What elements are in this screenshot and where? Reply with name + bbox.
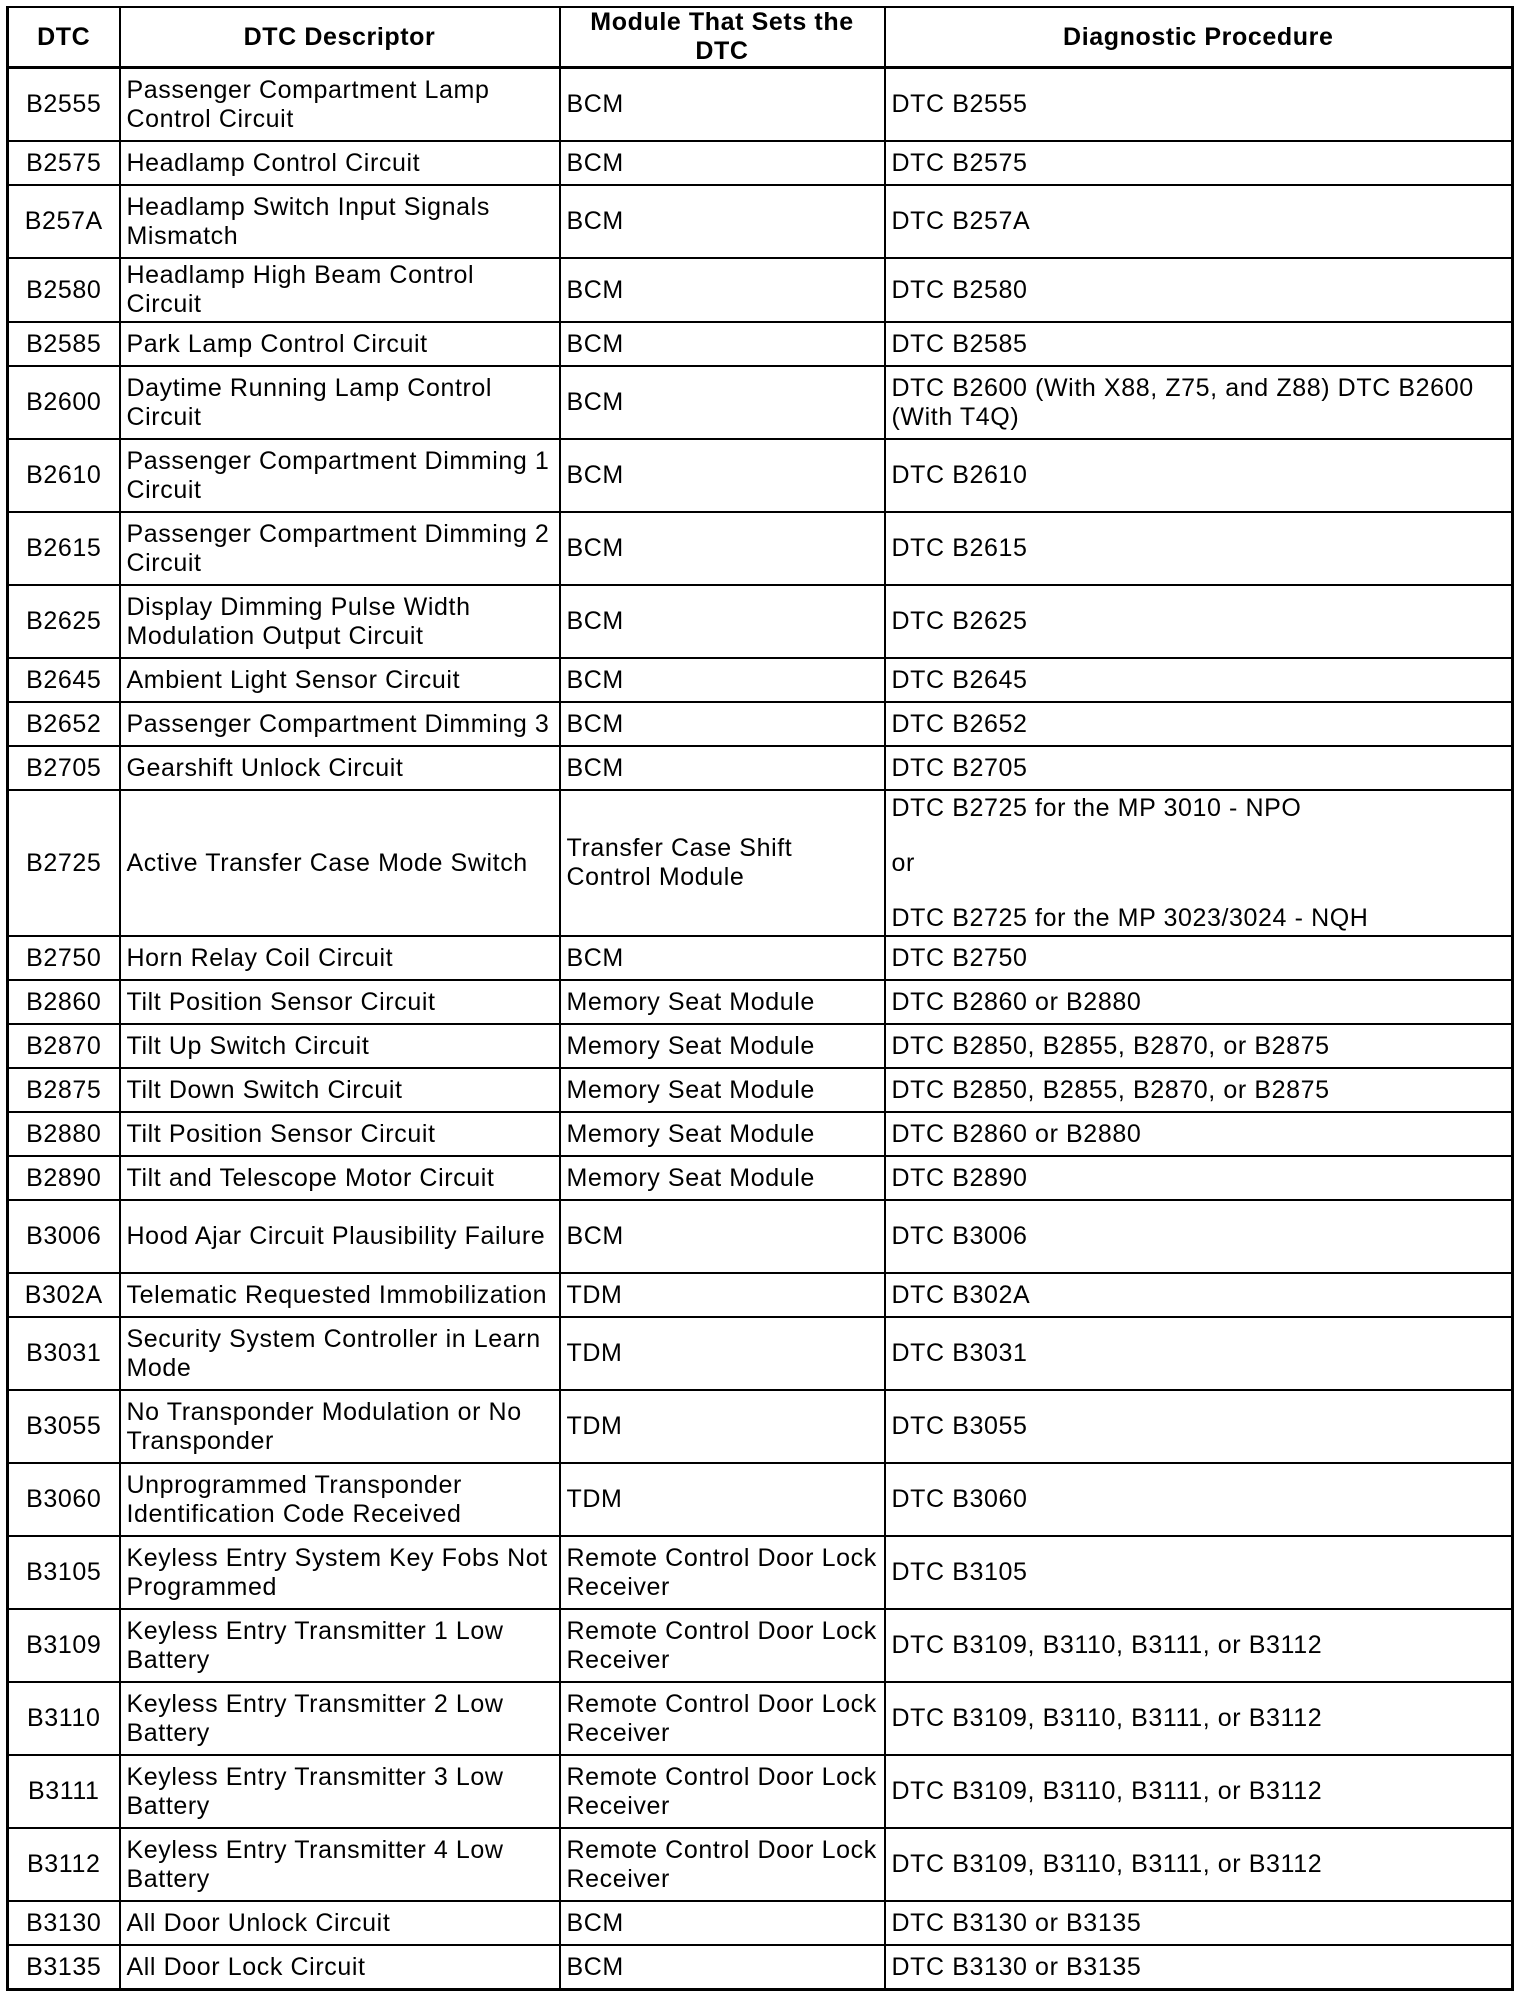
table-row: [8, 1317, 1513, 1390]
dtc-cell: B302A: [8, 1273, 120, 1317]
table-row: [8, 790, 1513, 936]
table-row: [8, 68, 1513, 142]
descriptor-cell: No Transponder Modulation or No Transponder: [120, 1390, 560, 1463]
descriptor-cell: Unprogrammed Transponder Identification Code Received: [120, 1463, 560, 1536]
procedure-cell: [885, 1390, 1513, 1463]
descriptor-cell: Display Dimming Pulse Width Modulation Output Circuit: [120, 585, 560, 658]
procedure-line: DTC B2615: [891, 534, 1028, 562]
descriptor-cell: Daytime Running Lamp Control Circuit: [120, 366, 560, 439]
dtc-cell: B2575: [8, 141, 120, 185]
procedure-cell: [885, 980, 1513, 1024]
procedure-cell: [885, 746, 1513, 790]
dtc-cell: B2880: [8, 1112, 120, 1156]
module-cell: Memory Seat Module: [560, 1024, 885, 1068]
module-cell: BCM: [560, 322, 885, 366]
module-cell: BCM: [560, 658, 885, 702]
table-row: [8, 141, 1513, 185]
procedure-cell: [885, 322, 1513, 366]
dtc-cell: B2750: [8, 936, 120, 980]
dtc-cell: B2652: [8, 702, 120, 746]
table-row: [8, 1068, 1513, 1112]
dtc-cell: B3055: [8, 1390, 120, 1463]
table-row: [8, 1156, 1513, 1200]
descriptor-cell: Headlamp Switch Input Signals Mismatch: [120, 185, 560, 258]
module-cell: Transfer Case Shift Control Module: [560, 790, 885, 936]
procedure-line: DTC B3109, B3110, B3111, or B3112: [891, 1631, 1323, 1659]
descriptor-cell: Ambient Light Sensor Circuit: [120, 658, 560, 702]
dtc-cell: B257A: [8, 185, 120, 258]
procedure-cell: [885, 185, 1513, 258]
table-row: [8, 1200, 1513, 1273]
table-row: [8, 1901, 1513, 1945]
dtc-cell: B2870: [8, 1024, 120, 1068]
module-cell: BCM: [560, 1945, 885, 1990]
descriptor-cell: Passenger Compartment Dimming 3: [120, 702, 560, 746]
procedure-line: DTC B2860 or B2880: [891, 987, 1142, 1016]
descriptor-cell: Keyless Entry Transmitter 1 Low Battery: [120, 1609, 560, 1682]
procedure-cell: [885, 1112, 1513, 1156]
dtc-cell: B2600: [8, 366, 120, 439]
descriptor-cell: Tilt Down Switch Circuit: [120, 1068, 560, 1112]
procedure-line: DTC B3130 or B3135: [891, 1908, 1142, 1937]
procedure-cell: [885, 1609, 1513, 1682]
module-cell: TDM: [560, 1390, 885, 1463]
descriptor-cell: Keyless Entry System Key Fobs Not Programmed: [120, 1536, 560, 1609]
module-cell: TDM: [560, 1463, 885, 1536]
dtc-cell: B2555: [8, 68, 120, 142]
procedure-cell: [885, 141, 1513, 185]
procedure-line: or: [891, 848, 915, 877]
procedure-line: DTC B2645: [891, 665, 1028, 694]
procedure-line: DTC B257A: [891, 207, 1031, 235]
table-row: [8, 1390, 1513, 1463]
descriptor-cell: Keyless Entry Transmitter 2 Low Battery: [120, 1682, 560, 1755]
procedure-line: DTC B2850, B2855, B2870, or B2875: [891, 1031, 1330, 1060]
module-cell: BCM: [560, 366, 885, 439]
table-row: [8, 936, 1513, 980]
procedure-line: DTC B2580: [891, 275, 1028, 304]
module-cell: Remote Control Door Lock Receiver: [560, 1755, 885, 1828]
descriptor-cell: Tilt Up Switch Circuit: [120, 1024, 560, 1068]
module-cell: TDM: [560, 1317, 885, 1390]
procedure-cell: [885, 1901, 1513, 1945]
procedure-line: DTC B2860 or B2880: [891, 1119, 1142, 1148]
procedure-cell: [885, 1463, 1513, 1536]
procedure-cell: [885, 1317, 1513, 1390]
descriptor-cell: All Door Lock Circuit: [120, 1945, 560, 1990]
dtc-cell: B3060: [8, 1463, 120, 1536]
procedure-cell: [885, 1755, 1513, 1828]
dtc-cell: B2705: [8, 746, 120, 790]
descriptor-cell: All Door Unlock Circuit: [120, 1901, 560, 1945]
procedure-line: DTC B3109, B3110, B3111, or B3112: [891, 1704, 1323, 1732]
procedure-line: DTC B2850, B2855, B2870, or B2875: [891, 1075, 1330, 1104]
module-cell: BCM: [560, 585, 885, 658]
descriptor-cell: Headlamp Control Circuit: [120, 141, 560, 185]
procedure-cell: [885, 702, 1513, 746]
module-cell: BCM: [560, 185, 885, 258]
procedure-line: DTC B2585: [891, 329, 1028, 358]
procedure-cell: [885, 585, 1513, 658]
module-cell: Remote Control Door Lock Receiver: [560, 1828, 885, 1901]
module-cell: BCM: [560, 702, 885, 746]
dtc-cell: B3031: [8, 1317, 120, 1390]
descriptor-cell: Tilt Position Sensor Circuit: [120, 1112, 560, 1156]
procedure-cell: [885, 658, 1513, 702]
dtc-cell: B2890: [8, 1156, 120, 1200]
table-row: [8, 1828, 1513, 1901]
table-row: [8, 185, 1513, 258]
procedure-cell: [885, 1536, 1513, 1609]
dtc-cell: B2860: [8, 980, 120, 1024]
table-row: [8, 1273, 1513, 1317]
procedure-line: DTC B2600 (With X88, Z75, and Z88) DTC B2600 (With T4Q): [891, 373, 1474, 431]
table-row: [8, 322, 1513, 366]
module-cell: BCM: [560, 512, 885, 585]
dtc-cell: B3135: [8, 1945, 120, 1990]
header-dtc: DTC: [8, 7, 120, 68]
procedure-line: DTC B3055: [891, 1412, 1028, 1440]
table-row: [8, 439, 1513, 512]
module-cell: BCM: [560, 1200, 885, 1273]
table-row: [8, 1609, 1513, 1682]
procedure-line: DTC B3060: [891, 1485, 1028, 1513]
procedure-line: DTC B2705: [891, 753, 1028, 782]
procedure-line: DTC B2725 for the MP 3023/3024 - NQH: [891, 903, 1369, 932]
descriptor-cell: Keyless Entry Transmitter 4 Low Battery: [120, 1828, 560, 1901]
procedure-line: DTC B3031: [891, 1339, 1028, 1367]
module-cell: Memory Seat Module: [560, 980, 885, 1024]
procedure-cell: [885, 512, 1513, 585]
module-cell: Remote Control Door Lock Receiver: [560, 1609, 885, 1682]
procedure-cell: [885, 936, 1513, 980]
procedure-line: DTC B2555: [891, 90, 1028, 118]
procedure-cell: [885, 258, 1513, 322]
table-row: [8, 1536, 1513, 1609]
descriptor-cell: Tilt Position Sensor Circuit: [120, 980, 560, 1024]
procedure-line: DTC B3006: [891, 1222, 1028, 1250]
dtc-cell: B2580: [8, 258, 120, 322]
procedure-cell: [885, 366, 1513, 439]
procedure-line: DTC B302A: [891, 1280, 1031, 1309]
module-cell: Remote Control Door Lock Receiver: [560, 1682, 885, 1755]
procedure-cell: [885, 1828, 1513, 1901]
table-row: [8, 1024, 1513, 1068]
descriptor-cell: Telematic Requested Immobilization: [120, 1273, 560, 1317]
module-cell: BCM: [560, 746, 885, 790]
procedure-line: DTC B3130 or B3135: [891, 1952, 1142, 1981]
procedure-cell: [885, 1200, 1513, 1273]
module-cell: BCM: [560, 439, 885, 512]
dtc-cell: B3130: [8, 1901, 120, 1945]
table-row: [8, 512, 1513, 585]
module-cell: Memory Seat Module: [560, 1068, 885, 1112]
dtc-cell: B3109: [8, 1609, 120, 1682]
procedure-line: DTC B2610: [891, 461, 1028, 489]
procedure-line: DTC B2890: [891, 1163, 1028, 1192]
procedure-cell: [885, 1682, 1513, 1755]
procedure-line: DTC B2750: [891, 943, 1028, 972]
descriptor-cell: Passenger Compartment Dimming 2 Circuit: [120, 512, 560, 585]
table-row: [8, 1463, 1513, 1536]
descriptor-cell: Keyless Entry Transmitter 3 Low Battery: [120, 1755, 560, 1828]
descriptor-cell: Hood Ajar Circuit Plausibility Failure: [120, 1200, 560, 1273]
dtc-cell: B3110: [8, 1682, 120, 1755]
module-cell: Remote Control Door Lock Receiver: [560, 1536, 885, 1609]
procedure-line: DTC B3105: [891, 1558, 1028, 1586]
dtc-cell: B3006: [8, 1200, 120, 1273]
header-descriptor: DTC Descriptor: [120, 7, 560, 68]
dtc-table-sheet: [6, 6, 1511, 1991]
table-row: [8, 658, 1513, 702]
module-cell: BCM: [560, 936, 885, 980]
procedure-line: DTC B2575: [891, 148, 1028, 177]
descriptor-cell: Park Lamp Control Circuit: [120, 322, 560, 366]
procedure-line: DTC B3109, B3110, B3111, or B3112: [891, 1850, 1323, 1878]
dtc-cell: B2615: [8, 512, 120, 585]
table-row: [8, 1682, 1513, 1755]
table-row: [8, 585, 1513, 658]
module-cell: BCM: [560, 141, 885, 185]
table-row: [8, 1755, 1513, 1828]
module-cell: BCM: [560, 1901, 885, 1945]
header-procedure: Diagnostic Procedure: [885, 7, 1513, 68]
dtc-cell: B2875: [8, 1068, 120, 1112]
procedure-cell: [885, 439, 1513, 512]
module-cell: TDM: [560, 1273, 885, 1317]
module-cell: BCM: [560, 258, 885, 322]
procedure-line: DTC B2725 for the MP 3010 - NPO: [891, 793, 1302, 822]
procedure-cell: [885, 790, 1513, 936]
procedure-cell: [885, 1156, 1513, 1200]
descriptor-cell: Horn Relay Coil Circuit: [120, 936, 560, 980]
descriptor-cell: Active Transfer Case Mode Switch: [120, 790, 560, 936]
dtc-cell: B2725: [8, 790, 120, 936]
procedure-cell: [885, 1024, 1513, 1068]
dtc-cell: B2610: [8, 439, 120, 512]
procedure-cell: [885, 1273, 1513, 1317]
table-row: [8, 980, 1513, 1024]
table-row: [8, 702, 1513, 746]
dtc-cell: B2645: [8, 658, 120, 702]
dtc-cell: B3112: [8, 1828, 120, 1901]
procedure-line: DTC B2625: [891, 607, 1028, 635]
table-row: [8, 366, 1513, 439]
descriptor-cell: Passenger Compartment Lamp Control Circuit: [120, 68, 560, 142]
procedure-cell: [885, 1068, 1513, 1112]
module-cell: Memory Seat Module: [560, 1112, 885, 1156]
module-cell: Memory Seat Module: [560, 1156, 885, 1200]
descriptor-cell: Security System Controller in Learn Mode: [120, 1317, 560, 1390]
module-cell: BCM: [560, 68, 885, 142]
descriptor-cell: Gearshift Unlock Circuit: [120, 746, 560, 790]
descriptor-cell: Passenger Compartment Dimming 1 Circuit: [120, 439, 560, 512]
dtc-cell: B2625: [8, 585, 120, 658]
table-row: [8, 258, 1513, 322]
procedure-line: DTC B2652: [891, 709, 1028, 738]
header-module: Module That Sets the DTC: [560, 7, 885, 68]
dtc-cell: B3111: [8, 1755, 120, 1828]
dtc-table: [6, 6, 1514, 1991]
dtc-cell: B3105: [8, 1536, 120, 1609]
table-row: [8, 1945, 1513, 1990]
procedure-cell: [885, 68, 1513, 142]
table-row: [8, 746, 1513, 790]
dtc-cell: B2585: [8, 322, 120, 366]
procedure-line: DTC B3109, B3110, B3111, or B3112: [891, 1777, 1323, 1805]
descriptor-cell: Tilt and Telescope Motor Circuit: [120, 1156, 560, 1200]
table-row: [8, 1112, 1513, 1156]
procedure-cell: [885, 1945, 1513, 1990]
descriptor-cell: Headlamp High Beam Control Circuit: [120, 258, 560, 322]
header-row: [8, 7, 1513, 68]
